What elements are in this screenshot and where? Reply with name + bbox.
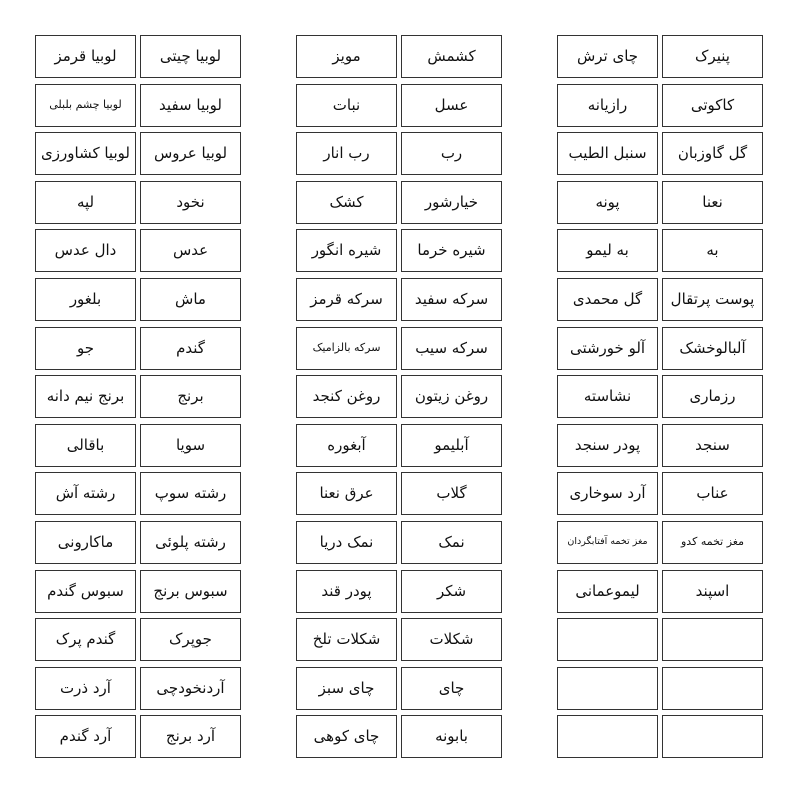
label-cell: اسپند (662, 570, 763, 613)
label-cell: چای (401, 667, 502, 710)
label-cell: دال عدس (35, 229, 136, 272)
label-cell: شیره خرما (401, 229, 502, 272)
label-cell: شیره انگور (296, 229, 397, 272)
label-cell: عدس (140, 229, 241, 272)
label-cell: شکلات تلخ (296, 618, 397, 661)
label-cell: چای سبز (296, 667, 397, 710)
label-cell: نخود (140, 181, 241, 224)
label-cell: لپه (35, 181, 136, 224)
label-cell: لوبیا چیتی (140, 35, 241, 78)
label-cell: نعنا (662, 181, 763, 224)
label-cell: آلبالوخشک (662, 327, 763, 370)
label-cell: کشک (296, 181, 397, 224)
label-cell: رزماری (662, 375, 763, 418)
label-cell: آرد سوخاری (557, 472, 658, 515)
label-cell: سنجد (662, 424, 763, 467)
label-cell: لیموعمانی (557, 570, 658, 613)
label-cell: آرد برنج (140, 715, 241, 758)
label-cell: جو (35, 327, 136, 370)
label-cell: کشمش (401, 35, 502, 78)
label-cell: مویز (296, 35, 397, 78)
label-cell: لوبیا چشم بلبلی (35, 84, 136, 127)
label-cell: رشته سوپ (140, 472, 241, 515)
label-cell: چای ترش (557, 35, 658, 78)
label-cell: آردنخودچی (140, 667, 241, 710)
label-cell: ماش (140, 278, 241, 321)
label-cell: رشته آش (35, 472, 136, 515)
label-cell: گل محمدی (557, 278, 658, 321)
label-cell: پوست پرتقال (662, 278, 763, 321)
label-cell: گل گاوزبان (662, 132, 763, 175)
label-cell: رشته پلوئی (140, 521, 241, 564)
label-cell: به (662, 229, 763, 272)
label-cell: آبلیمو (401, 424, 502, 467)
label-cell: گندم (140, 327, 241, 370)
label-cell: رب (401, 132, 502, 175)
label-cell: سرکه بالزامیک (296, 327, 397, 370)
label-cell: سرکه سفید (401, 278, 502, 321)
label-cell: نشاسته (557, 375, 658, 418)
label-cell: بابونه (401, 715, 502, 758)
label-cell: آرد گندم (35, 715, 136, 758)
label-cell: مغز تخمه آفتابگردان (557, 521, 658, 564)
label-cell: رب انار (296, 132, 397, 175)
label-cell: شکلات (401, 618, 502, 661)
label-cell: روغن زیتون (401, 375, 502, 418)
label-cell: سرکه قرمز (296, 278, 397, 321)
label-cell: لوبیا سفید (140, 84, 241, 127)
label-cell: سبوس گندم (35, 570, 136, 613)
label-cell: سنبل الطیب (557, 132, 658, 175)
label-cell: سویا (140, 424, 241, 467)
label-cell: سرکه سیب (401, 327, 502, 370)
label-cell: عناب (662, 472, 763, 515)
label-cell: جوپرک (140, 618, 241, 661)
label-cell: شکر (401, 570, 502, 613)
label-cell: خیارشور (401, 181, 502, 224)
label-cell: نمک (401, 521, 502, 564)
label-cell: عرق نعنا (296, 472, 397, 515)
label-cell: چای کوهی (296, 715, 397, 758)
label-cell: لوبیا کشاورزی (35, 132, 136, 175)
label-cell: به لیمو (557, 229, 658, 272)
empty-label-cell (557, 618, 658, 661)
label-cell: باقالی (35, 424, 136, 467)
empty-label-cell (662, 715, 763, 758)
label-cell: پنیرک (662, 35, 763, 78)
label-cell: مغز تخمه کدو (662, 521, 763, 564)
empty-label-cell (557, 715, 658, 758)
label-cell: رازیانه (557, 84, 658, 127)
label-cell: آبغوره (296, 424, 397, 467)
label-cell: گلاب (401, 472, 502, 515)
empty-label-cell (557, 667, 658, 710)
label-cell: لوبیا عروس (140, 132, 241, 175)
label-cell: کاکوتی (662, 84, 763, 127)
empty-label-cell (662, 667, 763, 710)
label-cell: آلو خورشتی (557, 327, 658, 370)
label-cell: نبات (296, 84, 397, 127)
label-cell: پودر سنجد (557, 424, 658, 467)
label-cell: پونه (557, 181, 658, 224)
label-group (35, 35, 241, 762)
label-group (557, 35, 763, 762)
label-cell: گندم پرک (35, 618, 136, 661)
label-cell: پودر قند (296, 570, 397, 613)
label-cell: عسل (401, 84, 502, 127)
label-cell: برنج نیم دانه (35, 375, 136, 418)
label-cell: آرد ذرت (35, 667, 136, 710)
label-cell: ماکارونی (35, 521, 136, 564)
label-cell: روغن کنجد (296, 375, 397, 418)
empty-label-cell (662, 618, 763, 661)
label-cell: برنج (140, 375, 241, 418)
label-cell: سبوس برنج (140, 570, 241, 613)
label-cell: نمک دریا (296, 521, 397, 564)
label-cell: لوبیا قرمز (35, 35, 136, 78)
label-group (296, 35, 502, 762)
label-cell: بلغور (35, 278, 136, 321)
